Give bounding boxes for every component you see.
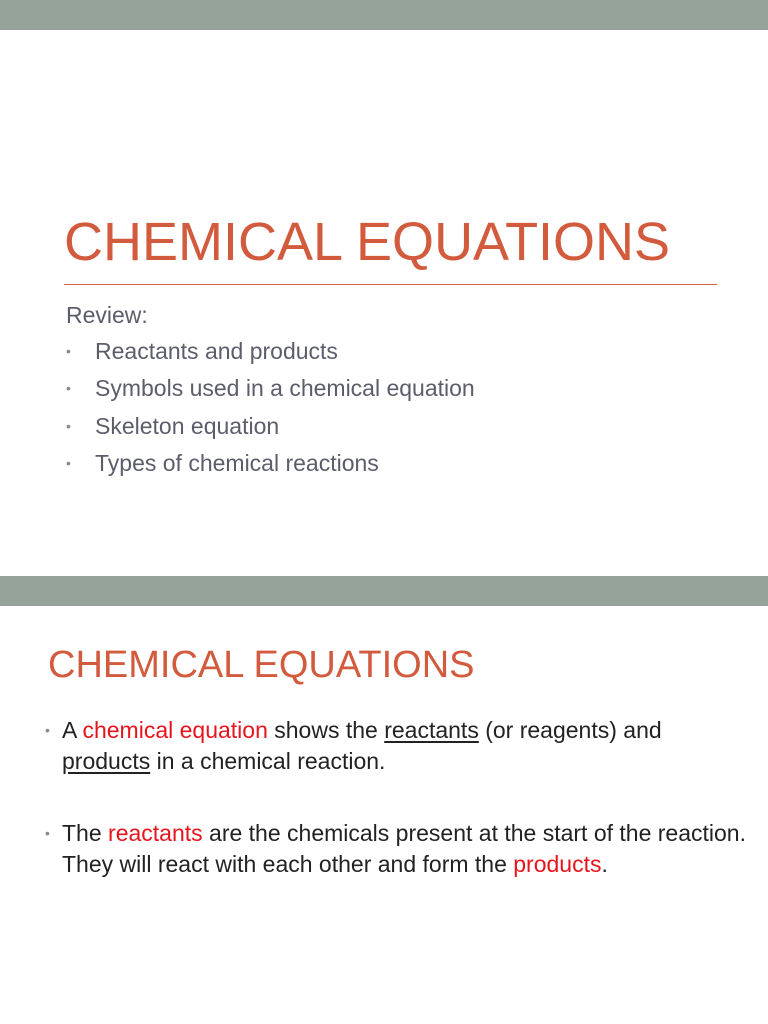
bullet-icon: • bbox=[66, 343, 71, 359]
term-products: products bbox=[62, 748, 151, 774]
list-item-text: Skeleton equation bbox=[95, 412, 280, 439]
list-item bbox=[66, 373, 475, 410]
list-item bbox=[66, 448, 475, 485]
bullet-icon: • bbox=[45, 722, 50, 738]
paragraph-text bbox=[48, 818, 748, 880]
definition-paragraph bbox=[45, 715, 748, 777]
text-run: are the chemicals present at the start of the reaction. They will react with each other and form the bbox=[62, 820, 746, 877]
title-divider bbox=[64, 284, 717, 285]
text-run: A bbox=[62, 717, 83, 743]
slide-title: CHEMICAL EQUATIONS bbox=[48, 644, 475, 686]
text-run: . bbox=[601, 851, 608, 877]
list-item-text: Symbols used in a chemical equation bbox=[95, 375, 475, 402]
review-list bbox=[66, 336, 475, 485]
reactants-paragraph bbox=[45, 818, 748, 880]
term-reactants: reactants bbox=[108, 820, 203, 846]
slide-header-bar bbox=[0, 576, 768, 606]
bullet-icon: • bbox=[66, 454, 71, 471]
bullet-icon: • bbox=[45, 825, 50, 841]
term-reactants: reactants bbox=[384, 717, 479, 743]
text-run: The bbox=[62, 820, 109, 846]
bullet-icon: • bbox=[66, 380, 71, 397]
review-label: Review: bbox=[66, 302, 148, 328]
bullet-icon: • bbox=[66, 417, 71, 434]
paragraph-text bbox=[48, 715, 748, 777]
slide-header-bar bbox=[0, 0, 768, 30]
list-item bbox=[66, 411, 475, 448]
slide-title: CHEMICAL EQUATIONS bbox=[64, 212, 671, 272]
slide-2 bbox=[0, 576, 768, 1024]
list-item-text: Types of chemical reactions bbox=[95, 449, 379, 476]
term-chemical-equation: chemical equation bbox=[82, 717, 268, 743]
term-products: products bbox=[513, 851, 602, 877]
list-item-text: Reactants and products bbox=[95, 338, 338, 364]
text-run: shows the bbox=[267, 717, 385, 743]
text-run: (or reagents) and bbox=[478, 717, 662, 743]
text-run: in a chemical reaction. bbox=[150, 748, 386, 774]
list-item bbox=[66, 336, 475, 373]
